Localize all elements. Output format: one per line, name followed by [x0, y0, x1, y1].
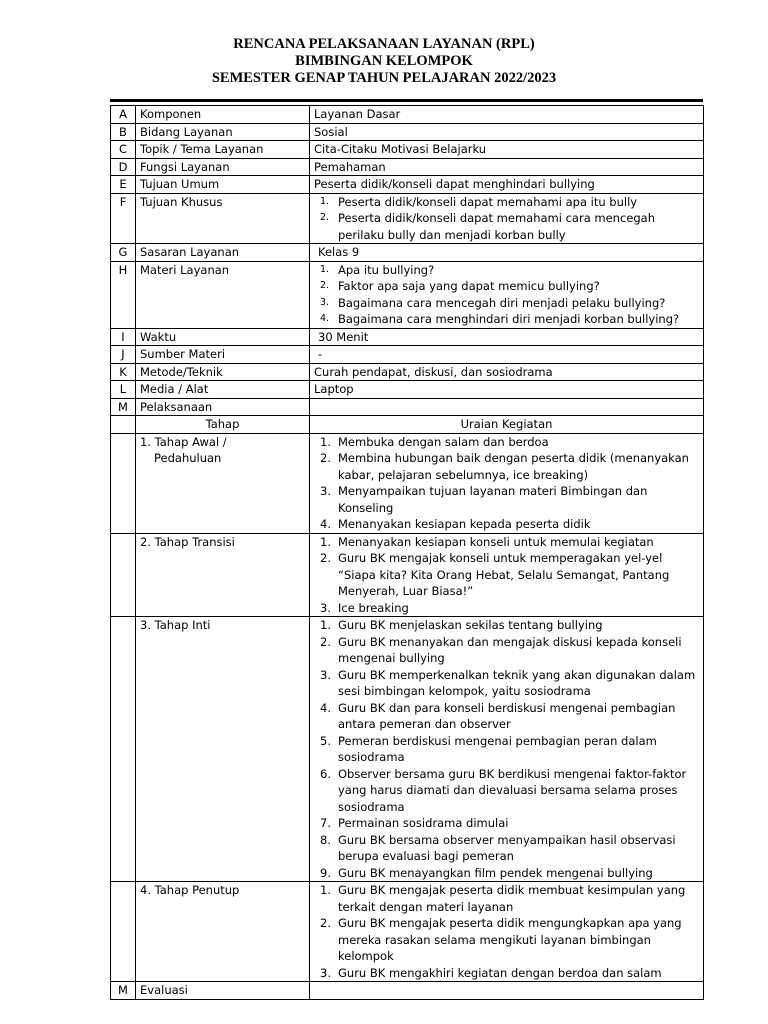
- row-label: Media / Alat: [136, 381, 310, 399]
- doc-semester: SEMESTER GENAP TAHUN PELAJARAN 2022/2023: [211, 70, 557, 86]
- tahap-transisi-list: [314, 534, 699, 617]
- tahap-penutup-label: 4. Tahap Penutup: [136, 882, 310, 982]
- row-label: Waktu: [136, 328, 310, 346]
- row-code: [111, 533, 136, 617]
- row-code: L: [111, 381, 136, 399]
- list-item: 4. Guru BK dan para konseli berdiskusi mengenai pembagian antara pemeran dan observer: [320, 700, 676, 731]
- row-code: M: [111, 398, 136, 416]
- list-item: 3. Menyampaikan tujuan layanan materi Bimbingan dan Konseling: [320, 484, 648, 515]
- row-label: Sasaran Layanan: [136, 244, 310, 262]
- row-value: [310, 193, 704, 244]
- row-code: B: [111, 123, 136, 141]
- row-code: [111, 433, 136, 533]
- list-item: 5. Pemeran berdiskusi mengenai pembagian peran dalam sosiodrama: [320, 733, 657, 764]
- list-item: 2. Peserta didik/konseli dapat memahami cara mencegah perilaku bully dan menjadi korban bully: [320, 211, 655, 242]
- table-row: [111, 433, 704, 533]
- row-value: [310, 533, 704, 617]
- row-code: [111, 882, 136, 982]
- list-item: 1. Membuka dengan salam dan berdoa: [320, 434, 549, 449]
- header-rule: [110, 99, 703, 102]
- tahap-penutup-list: [314, 882, 699, 981]
- list-item: 2. Guru BK menanyakan dan mengajak diskusi kepada konseli mengenai bullying: [320, 634, 682, 665]
- list-item: 2. Membina hubungan baik dengan peserta didik (menanyakan kabar, pelajaran sebelumnya, ice breaking): [320, 451, 689, 482]
- column-header-tahap: Tahap: [136, 416, 310, 434]
- table-row: [111, 882, 704, 982]
- list-item: 4. Menanyakan kesiapan kepada peserta didik: [320, 517, 591, 531]
- row-label: Pelaksanaan: [136, 398, 310, 416]
- column-header-uraian: Uraian Kegiatan: [310, 416, 704, 434]
- table-row: [111, 123, 704, 141]
- table-row: [111, 261, 704, 328]
- tujuan-khusus-list: [314, 194, 699, 244]
- row-code: E: [111, 176, 136, 194]
- rpl-table: [110, 105, 704, 1000]
- row-value: Layanan Dasar: [310, 106, 704, 124]
- list-item: 2. Guru BK mengajak konseli untuk memperagakan yel-yel “Siapa kita? Kita Orang Hebat, Selalu Semangat, Pantang Menyerah, Luar Biasa!”: [320, 551, 670, 598]
- list-item: 1. Guru BK menjelaskan sekilas tentang bullying: [320, 618, 603, 632]
- list-item: 3. Ice breaking: [320, 600, 409, 615]
- list-item: 1. Menanyakan kesiapan konseli untuk memulai kegiatan: [320, 534, 654, 549]
- row-label: Metode/Teknik: [136, 363, 310, 381]
- list-item: 2. Guru BK mengajak peserta didik mengungkapkan apa yang mereka rasakan selama mengikuti layanan bimbingan kelompok: [320, 916, 682, 963]
- row-code: J: [111, 346, 136, 364]
- row-value: 30 Menit: [310, 328, 704, 346]
- row-code: C: [111, 141, 136, 159]
- doc-title: RENCANA PELAKSANAAN LAYANAN (RPL): [233, 36, 535, 52]
- row-label: Tujuan Khusus: [136, 193, 310, 244]
- row-value: Sosial: [310, 123, 704, 141]
- table-row: [111, 982, 704, 1000]
- row-value: Peserta didik/konseli dapat menghindari bullying: [310, 176, 704, 194]
- doc-subtitle: BIMBINGAN KELOMPOK: [295, 53, 473, 69]
- row-label: Fungsi Layanan: [136, 158, 310, 176]
- list-item: 9. Guru BK menayangkan film pendek mengenai bullying: [320, 865, 653, 880]
- row-label: Materi Layanan: [136, 261, 310, 328]
- table-row: [111, 193, 704, 244]
- table-row: [111, 244, 704, 262]
- tahap-awal-list: [314, 434, 699, 533]
- list-item: 3. Guru BK memperkenalkan teknik yang akan digunakan dalam sesi bimbingan kelompok, yaitu sosiodrama: [320, 667, 696, 698]
- table-row: [111, 176, 704, 194]
- row-value: [310, 617, 704, 882]
- row-label: Sumber Materi: [136, 346, 310, 364]
- row-value: Cita-Citaku Motivasi Belajarku: [310, 141, 704, 159]
- list-item: 6. Observer bersama guru BK berdikusi mengenai faktor-faktor yang harus diamati dan dievaluasi bersama selama proses sosiodrama: [320, 766, 687, 814]
- row-value: [310, 433, 704, 533]
- tahap-transisi-label: 2. Tahap Transisi: [136, 533, 310, 617]
- row-code: D: [111, 158, 136, 176]
- table-row: [111, 416, 704, 434]
- row-code: A: [111, 106, 136, 124]
- row-code: H: [111, 261, 136, 328]
- list-item: 1. Peserta didik/konseli dapat memahami apa itu bully: [320, 194, 638, 209]
- materi-list: [314, 262, 699, 328]
- table-row: [111, 533, 704, 617]
- table-row: [111, 381, 704, 399]
- row-code: G: [111, 244, 136, 262]
- row-value: [310, 982, 704, 1000]
- list-item: 4. Bagaimana cara menghindari diri menjadi korban bullying?: [320, 312, 680, 326]
- row-code: F: [111, 193, 136, 244]
- table-row: [111, 346, 704, 364]
- row-label: Topik / Tema Layanan: [136, 141, 310, 159]
- tahap-inti-list: [314, 617, 699, 881]
- table-row: [111, 141, 704, 159]
- list-item: 1. Apa itu bullying?: [320, 262, 435, 277]
- tahap-awal-label: 1. Tahap Awal / Pedahuluan: [136, 433, 310, 533]
- list-item: 7. Permainan sosidrama dimulai: [320, 816, 509, 830]
- row-value: [310, 882, 704, 982]
- row-code: M: [111, 982, 136, 1000]
- row-code: [111, 617, 136, 882]
- row-label: Tujuan Umum: [136, 176, 310, 194]
- table-row: [111, 328, 704, 346]
- row-value: Laptop: [310, 381, 704, 399]
- row-code: I: [111, 328, 136, 346]
- row-value: -: [310, 346, 704, 364]
- tahap-inti-label: 3. Tahap Inti: [136, 617, 310, 882]
- table-row: [111, 363, 704, 381]
- row-value: [310, 261, 704, 328]
- row-code: [111, 416, 136, 434]
- table-row: [111, 398, 704, 416]
- list-item: 8. Guru BK bersama observer menyampaikan hasil observasi berupa evaluasi bagi pemeran: [320, 832, 676, 863]
- list-item: 2. Faktor apa saja yang dapat memicu bullying?: [320, 279, 600, 293]
- row-label: Evaluasi: [136, 982, 310, 1000]
- row-label: Bidang Layanan: [136, 123, 310, 141]
- row-label: Komponen: [136, 106, 310, 124]
- row-value: Pemahaman: [310, 158, 704, 176]
- table-row: [111, 106, 704, 124]
- list-item: 1. Guru BK mengajak peserta didik membuat kesimpulan yang terkait dengan materi layanan: [320, 883, 686, 914]
- row-value: Curah pendapat, diskusi, dan sosiodrama: [310, 363, 704, 381]
- list-item: 3. Guru BK mengakhiri kegiatan dengan berdoa dan salam: [320, 965, 662, 980]
- row-value: [310, 398, 704, 416]
- row-code: K: [111, 363, 136, 381]
- table-row: [111, 158, 704, 176]
- table-row: [111, 617, 704, 882]
- row-value: Kelas 9: [310, 244, 704, 262]
- list-item: 3. Bagaimana cara mencegah diri menjadi pelaku bullying?: [320, 295, 666, 310]
